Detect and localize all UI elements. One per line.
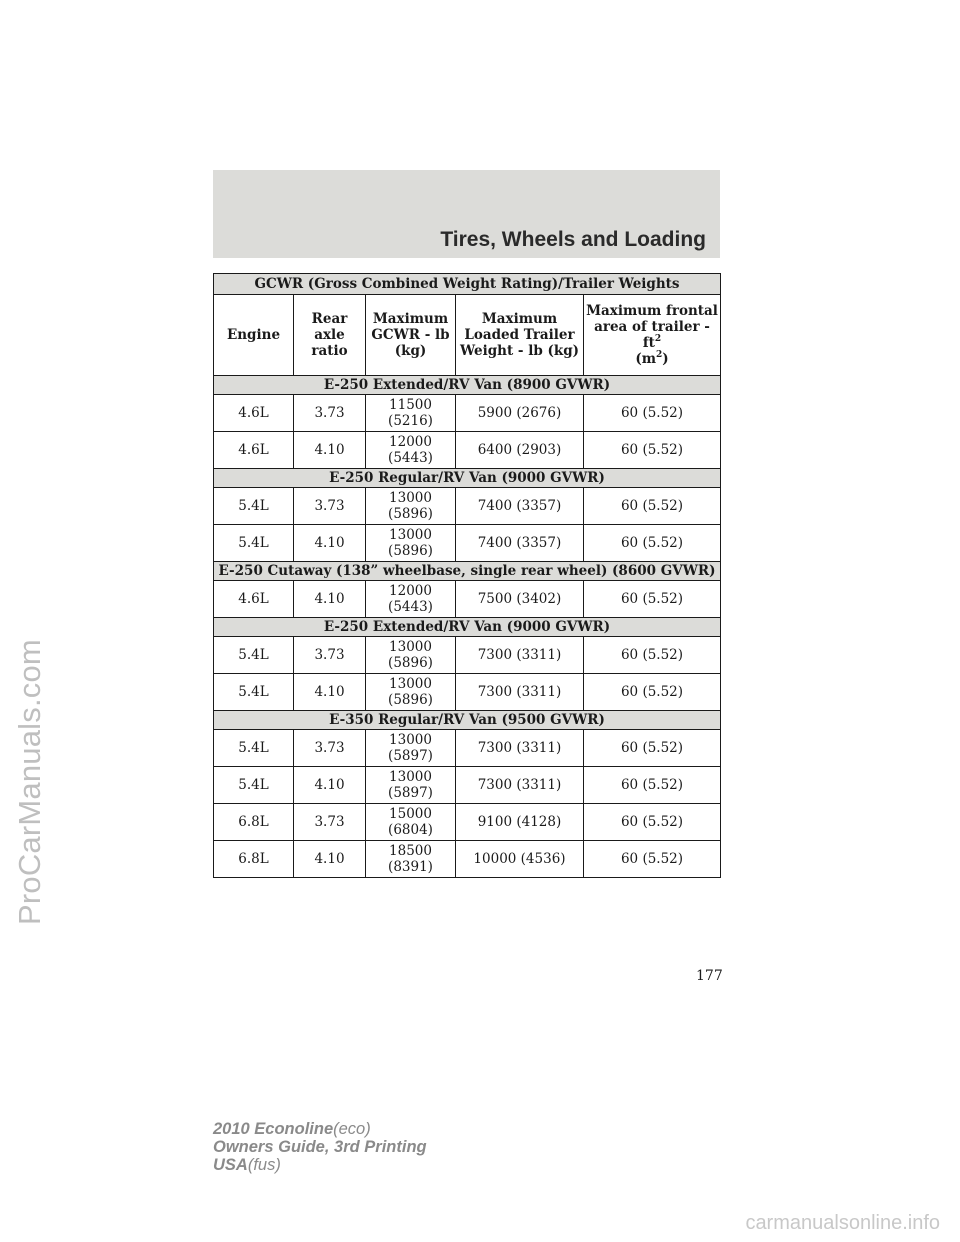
column-header-gcwr: Maximum GCWR - lb (kg) (366, 295, 456, 376)
cell-axle-ratio: 3.73 (294, 395, 366, 432)
gcwr-lb: 18500 (389, 843, 432, 859)
gcwr-lb: 15000 (389, 806, 432, 822)
frontal-header-sup2: 2 (656, 349, 663, 360)
frontal-header-metric-open: (m (635, 351, 656, 367)
footer-model: 2010 Econoline (213, 1120, 334, 1138)
table-title: GCWR (Gross Combined Weight Rating)/Trailer Weights (214, 274, 721, 295)
cell-axle-ratio: 3.73 (294, 488, 366, 525)
gcwr-lb: 13000 (389, 639, 432, 655)
gcwr-kg: (5896) (388, 506, 433, 522)
column-header-trailer: Maximum Loaded Trailer Weight - lb (kg) (456, 295, 584, 376)
cell-axle-ratio: 3.73 (294, 637, 366, 674)
cell-axle-ratio: 4.10 (294, 841, 366, 878)
cell-gcwr (366, 841, 456, 878)
gcwr-kg: (8391) (388, 859, 433, 875)
cell-frontal-area: 60 (5.52) (584, 432, 721, 469)
cell-engine: 5.4L (214, 674, 294, 711)
cell-axle-ratio: 4.10 (294, 674, 366, 711)
cell-trailer-weight: 7300 (3311) (456, 767, 584, 804)
gcwr-lb: 12000 (389, 434, 432, 450)
cell-engine: 4.6L (214, 581, 294, 618)
cell-frontal-area: 60 (5.52) (584, 395, 721, 432)
cell-engine: 6.8L (214, 804, 294, 841)
cell-axle-ratio: 4.10 (294, 432, 366, 469)
cell-engine: 5.4L (214, 767, 294, 804)
footer-line-1 (213, 1120, 427, 1138)
cell-frontal-area: 60 (5.52) (584, 804, 721, 841)
cell-axle-ratio: 4.10 (294, 581, 366, 618)
side-watermark: ProCarManuals.com (12, 639, 47, 925)
table-row (214, 525, 721, 562)
cell-gcwr (366, 581, 456, 618)
cell-gcwr (366, 395, 456, 432)
column-header-engine: Engine (214, 295, 294, 376)
cell-frontal-area: 60 (5.52) (584, 581, 721, 618)
cell-trailer-weight: 7300 (3311) (456, 730, 584, 767)
cell-engine: 5.4L (214, 488, 294, 525)
cell-axle-ratio: 4.10 (294, 525, 366, 562)
cell-trailer-weight: 7300 (3311) (456, 674, 584, 711)
gcwr-lb: 13000 (389, 527, 432, 543)
group-header-label: E-250 Cutaway (138” wheelbase, single rear wheel) (8600 GVWR) (214, 562, 721, 581)
footer (213, 1120, 427, 1174)
group-header-label: E-250 Extended/RV Van (8900 GVWR) (214, 376, 721, 395)
cell-engine: 4.6L (214, 432, 294, 469)
cell-trailer-weight: 7400 (3357) (456, 488, 584, 525)
cell-gcwr (366, 767, 456, 804)
section-header-band (213, 170, 720, 258)
cell-axle-ratio: 4.10 (294, 767, 366, 804)
group-header-row (214, 562, 721, 581)
footer-guide: Owners Guide, 3rd Printing (213, 1138, 427, 1156)
group-header-label: E-350 Regular/RV Van (9500 GVWR) (214, 711, 721, 730)
gcwr-kg: (5897) (388, 785, 433, 801)
group-header-label: E-250 Regular/RV Van (9000 GVWR) (214, 469, 721, 488)
table-row (214, 767, 721, 804)
cell-trailer-weight: 9100 (4128) (456, 804, 584, 841)
cell-gcwr (366, 525, 456, 562)
footer-line-3 (213, 1156, 427, 1174)
gcwr-lb: 13000 (389, 769, 432, 785)
group-header-row (214, 376, 721, 395)
cell-frontal-area: 60 (5.52) (584, 674, 721, 711)
cell-frontal-area: 60 (5.52) (584, 637, 721, 674)
cell-gcwr (366, 730, 456, 767)
cell-engine: 6.8L (214, 841, 294, 878)
cell-trailer-weight: 7300 (3311) (456, 637, 584, 674)
cell-engine: 5.4L (214, 730, 294, 767)
frontal-header-text: Maximum frontal area of trailer - ft (586, 303, 718, 351)
cell-frontal-area: 60 (5.52) (584, 841, 721, 878)
table-row (214, 637, 721, 674)
gcwr-table (213, 273, 721, 878)
gcwr-kg: (5896) (388, 692, 433, 708)
column-header-axle: Rear axle ratio (294, 295, 366, 376)
gcwr-kg: (5897) (388, 748, 433, 764)
table-row (214, 395, 721, 432)
footer-model-code: (eco) (333, 1120, 371, 1138)
gcwr-kg: (5443) (388, 450, 433, 466)
cell-frontal-area: 60 (5.52) (584, 767, 721, 804)
gcwr-kg: (5216) (388, 413, 433, 429)
section-title: Tires, Wheels and Loading (440, 228, 706, 251)
cell-trailer-weight: 7500 (3402) (456, 581, 584, 618)
gcwr-lb: 13000 (389, 732, 432, 748)
group-header-row (214, 469, 721, 488)
cell-trailer-weight: 6400 (2903) (456, 432, 584, 469)
gcwr-kg: (5443) (388, 599, 433, 615)
cell-axle-ratio: 3.73 (294, 730, 366, 767)
gcwr-lb: 13000 (389, 490, 432, 506)
cell-trailer-weight: 10000 (4536) (456, 841, 584, 878)
cell-engine: 4.6L (214, 395, 294, 432)
footer-line-2 (213, 1138, 427, 1156)
cell-engine: 5.4L (214, 525, 294, 562)
bottom-watermark: carmanualsonline.info (745, 1212, 940, 1234)
frontal-header-metric-close: ) (662, 351, 669, 367)
cell-gcwr (366, 637, 456, 674)
frontal-header-sup: 2 (654, 333, 662, 344)
cell-axle-ratio: 3.73 (294, 804, 366, 841)
table-row (214, 730, 721, 767)
group-header-row (214, 711, 721, 730)
table-body (214, 376, 721, 878)
gcwr-kg: (5896) (388, 655, 433, 671)
footer-region-code: (fus) (247, 1156, 281, 1174)
column-header-frontal (584, 295, 721, 376)
cell-frontal-area: 60 (5.52) (584, 525, 721, 562)
gcwr-lb: 12000 (389, 583, 432, 599)
cell-gcwr (366, 674, 456, 711)
table-row (214, 804, 721, 841)
cell-gcwr (366, 432, 456, 469)
group-header-row (214, 618, 721, 637)
cell-frontal-area: 60 (5.52) (584, 488, 721, 525)
table-row (214, 581, 721, 618)
cell-frontal-area: 60 (5.52) (584, 730, 721, 767)
footer-region: USA (213, 1156, 248, 1174)
cell-gcwr (366, 488, 456, 525)
gcwr-lb: 13000 (389, 676, 432, 692)
gcwr-lb: 11500 (389, 397, 432, 413)
table-row (214, 488, 721, 525)
cell-gcwr (366, 804, 456, 841)
table-row (214, 432, 721, 469)
table-row (214, 841, 721, 878)
gcwr-kg: (6804) (388, 822, 433, 838)
gcwr-kg: (5896) (388, 543, 433, 559)
cell-trailer-weight: 7400 (3357) (456, 525, 584, 562)
cell-trailer-weight: 5900 (2676) (456, 395, 584, 432)
group-header-label: E-250 Extended/RV Van (9000 GVWR) (214, 618, 721, 637)
table-row (214, 674, 721, 711)
page-number: 177 (696, 968, 723, 984)
cell-engine: 5.4L (214, 637, 294, 674)
